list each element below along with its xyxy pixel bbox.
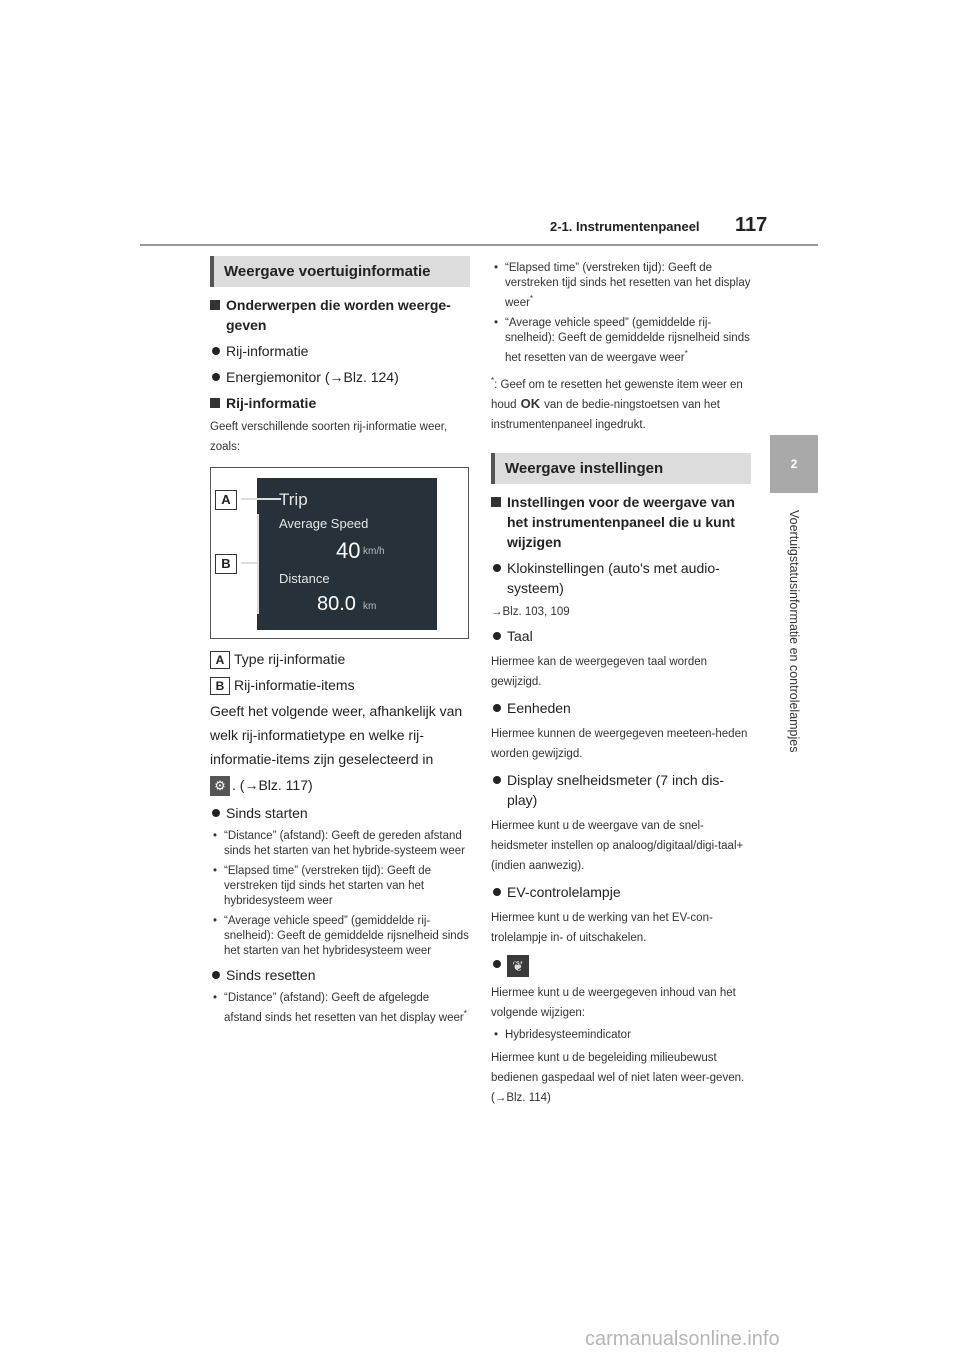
section-title: 2-1. Instrumentenpaneel xyxy=(550,219,700,234)
list-item: Taal xyxy=(491,626,751,646)
intro-text: Geeft verschillende soorten rij-informatie weer, zoals: xyxy=(210,421,448,453)
header-divider xyxy=(140,244,818,246)
list-item: Sinds resetten xyxy=(210,965,470,985)
list-item: Display snelheidsmeter (7 inch dis-play) xyxy=(491,770,751,810)
square-bullet-icon xyxy=(210,398,220,408)
average-speed-label: Average Speed xyxy=(279,516,369,531)
bullet-item: • “Average vehicle speed” (gemiddelde rij-snelheid): Geeft de gemiddelde rijsnelheid sinds het resetten van de weergave weer* xyxy=(494,316,750,364)
description: Hiermee kunt u de weergegeven inhoud van het volgende wijzigen: xyxy=(491,986,736,1019)
description: Hiermee kunnen de weergegeven meeteen-heden worden gewijzigd. xyxy=(491,728,748,761)
description: Hiermee kunt u de weergave van de snel-heidsmeter instellen op analoog/digitaal/digi-taal+ (indien aanwezig). xyxy=(491,820,744,873)
bullet-item: • “Distance” (afstand): Geeft de gereden afstand sinds het starten van het hybride-systeem weer xyxy=(213,830,465,857)
average-speed-unit: km/h xyxy=(363,546,385,557)
callout-line xyxy=(241,562,257,564)
subheading-topics: Onderwerpen die worden weerge-geven xyxy=(210,295,470,335)
description: Hiermee kan de weergegeven taal worden gewijzigd. xyxy=(491,656,708,689)
bullet-item: • Hybridesysteemindicator xyxy=(494,1028,631,1041)
bullet-icon xyxy=(493,960,501,968)
reference-text: →Blz. 103, 109 xyxy=(491,606,570,619)
bullet-item: • “Elapsed time” (verstreken tijd): Geeft de verstreken tijd sinds het resetten van het display weer* xyxy=(494,262,751,309)
average-speed-value: 40 xyxy=(336,538,361,563)
watermark: carmanualsonline.info xyxy=(585,1328,780,1350)
section-heading-settings: Weergave instellingen xyxy=(491,453,751,484)
legend-b: B Rij-informatie-items xyxy=(210,673,470,697)
chapter-label: Voertuigstatusinformatie en controlelampjes xyxy=(787,510,801,753)
square-bullet-icon xyxy=(491,497,501,507)
bullet-item: • “Distance” (afstand): Geeft de afgelegde afstand sinds het resetten van het display weer* xyxy=(213,992,467,1024)
bracket-line xyxy=(257,514,259,614)
bullet-icon xyxy=(212,809,220,817)
callout-line xyxy=(241,498,281,500)
footnote: *: Geef om te resetten het gewenste item weer en houd OK van de bedie-ningstoetsen van het instrumentenpaneel ingedrukt. xyxy=(491,375,743,432)
subheading-drive-info: Rij-informatie xyxy=(210,393,470,413)
bullet-icon xyxy=(493,632,501,640)
bullet-icon xyxy=(212,971,220,979)
bullet-icon xyxy=(493,564,501,572)
bullet-icon xyxy=(212,347,220,355)
right-column xyxy=(491,256,751,1112)
body-paragraph: Geeft het volgende weer, afhankelijk van welk rij-informatietype en welke rij-informatie-items zijn geselecteerd in xyxy=(210,703,463,767)
list-item: EV-controlelampje xyxy=(491,882,751,902)
list-item: Eenheden xyxy=(491,698,751,718)
callout-a: A xyxy=(215,490,237,510)
callout-b: B xyxy=(215,554,237,574)
description: Hiermee kunt u de werking van het EV-con-trolelampje in- of uitschakelen. xyxy=(491,912,713,945)
list-item xyxy=(491,954,751,976)
list-item: Energiemonitor (→Blz. 124) xyxy=(210,367,470,387)
legend-a: A Type rij-informatie xyxy=(210,647,470,671)
drive-info-figure xyxy=(210,467,469,639)
square-bullet-icon xyxy=(210,300,220,310)
trip-label: Trip xyxy=(279,490,308,509)
distance-unit: km xyxy=(363,601,377,612)
ok-icon: OK xyxy=(520,396,541,412)
distance-value: 80.0 xyxy=(317,593,356,615)
chapter-tab: 2 xyxy=(770,435,818,493)
bullet-icon xyxy=(493,776,501,784)
list-item: Klokinstellingen (auto's met audio-systeem) xyxy=(491,558,751,598)
bullet-item: • “Elapsed time” (verstreken tijd): Geeft de verstreken tijd sinds het starten van het hybridesysteem weer xyxy=(213,865,432,907)
left-column xyxy=(210,256,470,1031)
list-item: Sinds starten xyxy=(210,803,470,823)
gear-icon: ⚙ xyxy=(210,776,230,796)
distance-label: Distance xyxy=(279,571,330,586)
bullet-item: • “Average vehicle speed” (gemiddelde rij-snelheid): Geeft de gemiddelde rijsnelheid sinds het starten van het hybridesysteem weer xyxy=(213,915,469,957)
bullet-icon xyxy=(493,888,501,896)
list-item: Rij-informatie xyxy=(210,341,470,361)
page-number: 117 xyxy=(735,214,768,236)
subheading-settings: Instellingen voor de weergave van het instrumentenpaneel die u kunt wijzigen xyxy=(491,492,751,552)
bullet-icon xyxy=(212,373,220,381)
section-heading-vehicle-info: Weergave voertuiginformatie xyxy=(210,256,470,287)
bullet-icon xyxy=(493,704,501,712)
body-reference: ⚙ . (→Blz. 117) xyxy=(210,773,470,797)
description: Hiermee kunt u de begeleiding milieubewust bedienen gaspedaal wel of niet laten weer-geven. (→Blz. 114) xyxy=(491,1051,745,1104)
eco-leaf-icon: ❦ xyxy=(507,955,529,977)
